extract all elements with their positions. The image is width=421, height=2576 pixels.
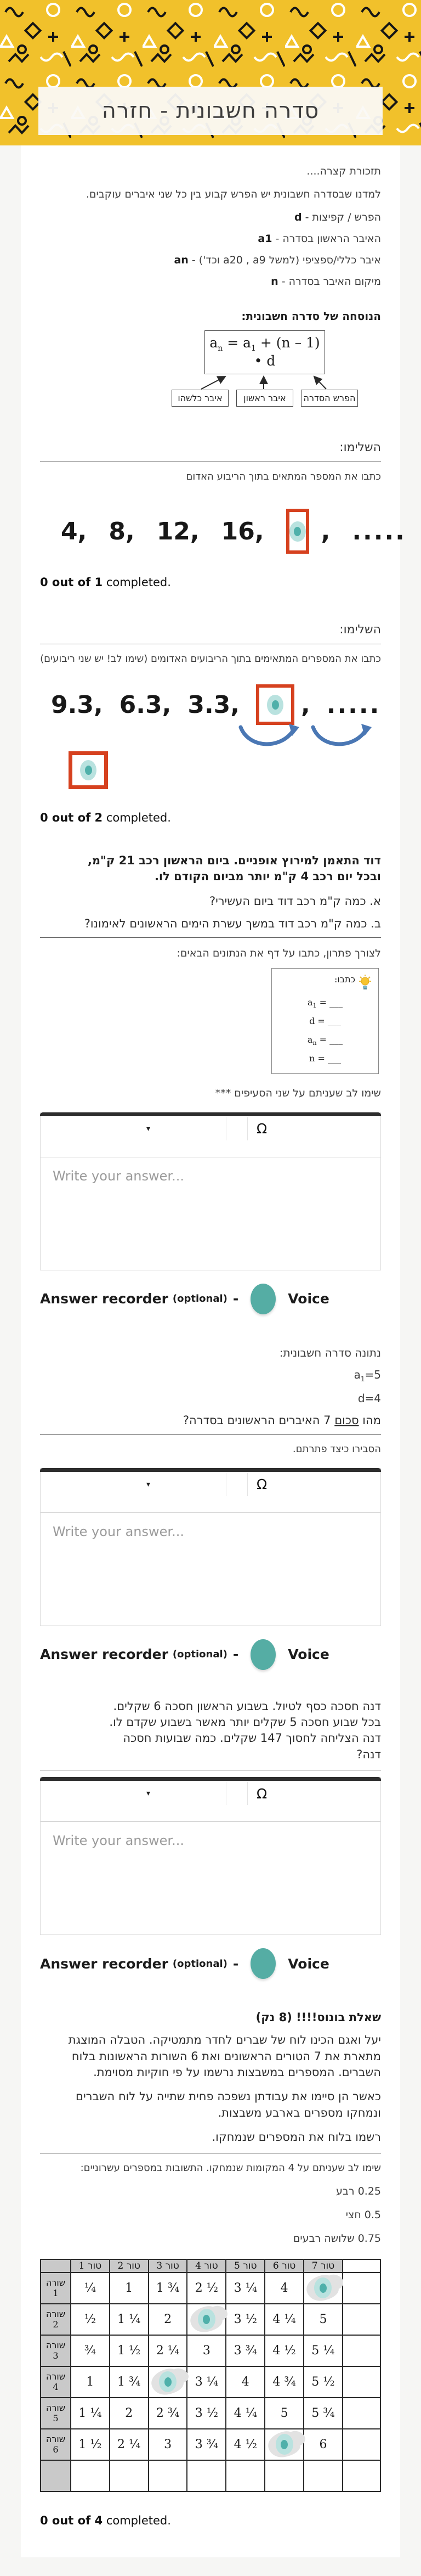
bonus-title: שאלת בונוס!!!! (8 נק): [255, 2011, 381, 2024]
formula-heading: הנוסחה של סדרה חשבונית:: [241, 310, 381, 323]
table-header-cell: טור 4: [187, 2259, 226, 2273]
question-line-a: א. כמה ק"מ רכב דוד ביום העשירי?: [209, 894, 381, 908]
table-cell: 3: [149, 2429, 187, 2460]
table-cell: 1 ¾: [110, 2366, 149, 2398]
table-row-header: שורה 2: [41, 2304, 71, 2335]
sequence-number: 8,: [109, 517, 135, 545]
completion-heading-1: השלימו:: [339, 441, 381, 455]
table-cell: 3 ¼: [187, 2366, 226, 2398]
table-cell: 4 ¼: [226, 2398, 265, 2429]
fractions-table: [40, 2259, 381, 2492]
page-title-text: סדרה חשבונית - חזרה: [101, 98, 320, 123]
table-cell: 1: [110, 2273, 149, 2304]
learned-text: למדנו שבסדרה חשבונית יש הפרש קבוע בין כל שני איברים עוקבים.: [86, 188, 381, 200]
data-field-line: n = ___: [309, 1053, 341, 1064]
worksheet-card: [21, 145, 406, 2557]
progress-text-2: 0 out of 2 completed.: [40, 811, 171, 825]
table-end-cell: [343, 2335, 380, 2366]
table-cell: 1 ¼: [71, 2398, 110, 2429]
table-row-header: [41, 2460, 71, 2491]
ellipsis: .....: [326, 690, 381, 719]
table-answer-cell[interactable]: [304, 2273, 343, 2304]
explain-note: הסבירו כיצד פתרתם.: [292, 1443, 381, 1455]
table-cell: [265, 2460, 304, 2491]
table-cell: 5 ¼: [304, 2335, 343, 2366]
recorder-optional: (optional): [172, 1958, 227, 1970]
table-cell: [71, 2460, 110, 2491]
voice-record-button[interactable]: [251, 1948, 276, 1979]
table-cell: 1: [71, 2366, 110, 2398]
recorder-label: Answer recorder: [40, 1955, 168, 1972]
voice-label: Voice: [288, 1646, 329, 1663]
answer-box[interactable]: [69, 751, 108, 789]
answer-textarea[interactable]: [41, 1513, 380, 1626]
table-header-cell: טור 7: [304, 2259, 343, 2273]
table-cell: 1 ½: [110, 2335, 149, 2366]
term-line-d: הפרש / קפיצות - d: [294, 211, 381, 224]
omega-special-chars-button[interactable]: Ω: [257, 1476, 268, 1493]
format-dropdown[interactable]: [41, 1781, 150, 1806]
difference-answer-area: [69, 751, 381, 789]
sum-question: מהו סכום 7 האיברים הראשונים בסדרה?: [183, 1413, 381, 1427]
answer-recorder-1: [40, 1284, 381, 1314]
table-cell: 5 ½: [304, 2366, 343, 2398]
table-row-header: שורה 6: [41, 2429, 71, 2460]
answer-marker-core-icon: [272, 700, 279, 710]
formula-box: $a_n = a_1 + (n - 1)$ • d: [204, 330, 325, 374]
editor-toolbar: [41, 1781, 380, 1806]
formula-arrows-icon: [172, 374, 358, 390]
answer-box[interactable]: [256, 684, 294, 725]
table-end-cell: [343, 2273, 380, 2304]
reminder-text: תזכורת קצרה....: [306, 165, 381, 177]
answer-recorder-3: [40, 1948, 381, 1979]
editor-topbar: [40, 1112, 381, 1116]
comma: ,: [301, 690, 310, 719]
instruction-text-2: כתבו את המספרים המתאימים בתוך הריבועים האדומים (שימו לב! יש שני ריבועים): [40, 653, 381, 665]
data-box: [271, 968, 379, 1074]
lightbulb-icon: [359, 974, 372, 991]
answer-marker-icon[interactable]: [80, 760, 96, 780]
table-row-header: שורה 1: [41, 2273, 71, 2304]
table-cell: 1 ½: [71, 2429, 110, 2460]
answer-marker-core-icon: [281, 2440, 288, 2449]
table-cell: 1 ¼: [110, 2304, 149, 2335]
toolbar-separator: [247, 1782, 248, 1805]
table-row-header: שורה 4: [41, 2366, 71, 2398]
table-cell: 2 ¾: [149, 2398, 187, 2429]
voice-record-button[interactable]: [251, 1284, 276, 1314]
table-row-header: שורה 3: [41, 2335, 71, 2366]
table-cell: 3 ½: [187, 2398, 226, 2429]
table-cell: 5: [265, 2398, 304, 2429]
bonus-paragraph-2: כאשר הן סיימו את עבודתן נשפכה פחית שתייה על לוח השברים ונמחקו מספרים בארבע משבצות.: [76, 2090, 381, 2119]
decimal-line-half: 0.5 חצי: [345, 2208, 381, 2221]
table-cell: 4 ¼: [265, 2304, 304, 2335]
sequence-number: 4,: [61, 517, 87, 545]
formula-labels: [172, 390, 358, 407]
table-cell: 3 ¾: [187, 2429, 226, 2460]
table-cell: 3 ¾: [226, 2335, 265, 2366]
write-label: כתבו:: [334, 974, 355, 985]
recorder-dash: -: [232, 1646, 239, 1663]
table-answer-cell[interactable]: [187, 2304, 226, 2335]
sequence-number: 6.3,: [119, 690, 172, 719]
difference-arrows-icon: [233, 723, 381, 750]
editor-topbar: [40, 1777, 381, 1781]
table-cell: 2 ½: [187, 2273, 226, 2304]
recorder-label: Answer recorder: [40, 1646, 168, 1663]
table-header-cell: טור 2: [110, 2259, 149, 2273]
page-title: [38, 87, 383, 135]
answer-marker-core-icon: [203, 2315, 210, 2324]
table-cell: [110, 2460, 149, 2491]
sequence-number: 9.3,: [51, 690, 103, 719]
sequence-row-1: [61, 509, 406, 554]
table-cell: 4: [265, 2273, 304, 2304]
recorder-optional: (optional): [172, 1293, 227, 1305]
dropdown-caret-icon: ▾: [146, 1480, 150, 1489]
table-cell: ¾: [71, 2335, 110, 2366]
answer-marker-core-icon: [294, 527, 301, 536]
data-box-header: [278, 974, 372, 991]
attention-note: שימו לב שעניתם על שני הסעיפים ***: [215, 1087, 381, 1099]
table-corner-cell: [41, 2259, 71, 2273]
instruction-text-1: כתבו את המספר המתאים בתוך הריבוע האדום: [186, 471, 381, 483]
answer-editor-1: [40, 1112, 381, 1270]
sum-question-block: [40, 1346, 381, 1455]
table-row-header: שורה 5: [41, 2398, 71, 2429]
table-end-cell: [343, 2259, 380, 2273]
dropdown-caret-icon: ▾: [146, 1124, 150, 1133]
table-end-cell: [343, 2366, 380, 2398]
table-header-cell: טור 6: [265, 2259, 304, 2273]
data-field-line: $a_1$ = ___: [307, 997, 343, 1010]
recorder-dash: -: [232, 1955, 239, 1972]
decimal-line-three-quarters: 0.75 שלושה רבעים: [293, 2232, 381, 2245]
table-header-cell: טור 3: [149, 2259, 187, 2273]
given-text: נתונה סדרה חשבונית:: [279, 1346, 381, 1359]
term-line-n: מיקום האיבר בסדרה - n: [271, 275, 381, 288]
term-line-an: איבר כללי/ספציפי (למשל a20 , a9 וכד') - an: [174, 254, 381, 267]
answer-marker-core-icon: [85, 766, 92, 775]
table-cell: 2: [149, 2304, 187, 2335]
table-answer-cell[interactable]: [149, 2366, 187, 2398]
ellipsis: .....: [352, 517, 406, 545]
dana-problem: דנה חסכה כסף לטיול. בשבוע הראשון חסכה 6 שקלים. בכל שבוע חסכה 5 שקלים יותר מאשר בשבוע שקדם לו. דנה הצליחה לחסוך 147 שקלים. כמה שבועות חסכה דנה?: [109, 1699, 381, 1761]
answer-marker-core-icon: [164, 2377, 172, 2387]
answer-marker-icon[interactable]: [267, 695, 283, 715]
toolbar-separator: [247, 1473, 248, 1496]
bonus-paragraph-3: רשמו בלוח את המספרים שנמחקו.: [212, 2130, 381, 2144]
voice-record-button[interactable]: [251, 1639, 276, 1670]
answer-recorder-2: [40, 1639, 381, 1670]
recorder-optional: (optional): [172, 1649, 227, 1661]
table-cell: [304, 2460, 343, 2491]
editor-toolbar: [41, 1472, 380, 1497]
table-cell: 3 ¼: [226, 2273, 265, 2304]
table-end-cell: [343, 2429, 380, 2460]
recorder-dash: -: [232, 1291, 239, 1307]
answer-textarea[interactable]: [41, 1157, 380, 1270]
section-rule: [40, 1434, 381, 1435]
format-dropdown[interactable]: [41, 1116, 150, 1141]
a1-line: $a_1=5$: [354, 1368, 381, 1383]
table-header-cell: טור 5: [226, 2259, 265, 2273]
formula-label-any-term: איבר כלשהו: [172, 390, 229, 407]
data-field-line: d = ___: [309, 1016, 341, 1027]
sequence-number: 16,: [221, 517, 264, 545]
table-cell: [343, 2460, 380, 2491]
table-cell: [226, 2460, 265, 2491]
dropdown-caret-icon: ▾: [146, 1789, 150, 1798]
table-cell: 3: [187, 2335, 226, 2366]
voice-label: Voice: [288, 1955, 329, 1972]
sequence-row-2: [51, 684, 381, 725]
progress-text-1: 0 out of 1 completed.: [40, 576, 171, 589]
table-end-cell: [343, 2304, 380, 2335]
format-dropdown[interactable]: [41, 1472, 150, 1497]
solve-note: לצורך פתרון, כתבו על דף את הנתונים הבאים:: [177, 947, 381, 959]
sequence-number: 12,: [156, 517, 200, 545]
comma: ,: [321, 517, 331, 545]
table-cell: [187, 2460, 226, 2491]
sequence-number: 3.3,: [187, 690, 240, 719]
bonus-paragraph-1: יעל ואגם הכינו לוח של שברים לחדר מתמטיקה. הטבלה המוצגת מתארת את 7 הטורים הראשונים ואת 6 השורות הראשונות בלוח השברים. המספרים במשבצות נרשמו על פי חוקיות מסוימת.: [68, 2033, 381, 2079]
table-cell: [149, 2460, 187, 2491]
answer-marker-icon[interactable]: [198, 2309, 215, 2330]
progress-text-4: 0 out of 4 completed.: [40, 2513, 171, 2527]
table-cell: 2: [110, 2398, 149, 2429]
table-header-cell: טור 1: [71, 2259, 110, 2273]
table-cell: 2 ¼: [110, 2429, 149, 2460]
formula-label-first-term: איבר ראשון: [236, 390, 293, 407]
table-cell: 2 ¼: [149, 2335, 187, 2366]
omega-special-chars-button[interactable]: Ω: [257, 1785, 268, 1802]
omega-special-chars-button[interactable]: Ω: [257, 1121, 268, 1137]
banner: [0, 0, 421, 145]
table-cell: 5 ¾: [304, 2398, 343, 2429]
table-cell: ¼: [71, 2273, 110, 2304]
decimal-line-quarter: 0.25 רבע: [336, 2185, 381, 2197]
formula-diagram: [172, 330, 358, 407]
answer-marker-icon[interactable]: [289, 521, 306, 542]
table-cell: 4 ½: [265, 2335, 304, 2366]
section-rule: [40, 937, 381, 938]
problem-text-david: דוד התאמן למירוץ אופניים. ביום הראשון רכב 21 ק"מ, ובכל יום רכב 4 ק"מ יותר מביום הקודם לו.: [87, 854, 381, 884]
answer-marker-icon[interactable]: [159, 2371, 177, 2392]
term-line-a1: האיבר הראשון בסדרה - a1: [258, 233, 381, 245]
table-cell: 6: [304, 2429, 343, 2460]
answer-editor-3: [40, 1777, 381, 1935]
toolbar-separator: [247, 1117, 248, 1140]
formula-label-difference: הפרש הסדרה: [301, 390, 358, 407]
editor-topbar: [40, 1468, 381, 1472]
table-end-cell: [343, 2398, 380, 2429]
answer-textarea[interactable]: [41, 1822, 380, 1934]
data-field-line: $a_n$ = ___: [307, 1034, 343, 1047]
voice-label: Voice: [288, 1291, 329, 1307]
table-answer-cell[interactable]: [265, 2429, 304, 2460]
completion-heading-2: השלימו:: [339, 623, 381, 637]
table-cell: 3 ½: [226, 2304, 265, 2335]
table-cell: ½: [71, 2304, 110, 2335]
answer-marker-icon[interactable]: [276, 2434, 293, 2455]
table-cell: 4 ¾: [265, 2366, 304, 2398]
answer-editor-2: [40, 1468, 381, 1626]
table-cell: 5: [304, 2304, 343, 2335]
table-cell: 4 ½: [226, 2429, 265, 2460]
answer-marker-core-icon: [320, 2283, 327, 2293]
d-line: d=4: [357, 1391, 381, 1405]
bonus-note: שימו לב שעניתם על 4 המקומות שנמחקו. התשובות במספרים עשרוניים:: [80, 2162, 381, 2174]
answer-box[interactable]: [286, 509, 309, 554]
recorder-label: Answer recorder: [40, 1291, 168, 1307]
table-cell: 4: [226, 2366, 265, 2398]
question-line-b: ב. כמה ק"מ רכב דוד במשך עשרת הימים הראשונים לאימונו?: [84, 916, 381, 930]
editor-toolbar: [41, 1116, 380, 1141]
table-cell: 1 ¾: [149, 2273, 187, 2304]
